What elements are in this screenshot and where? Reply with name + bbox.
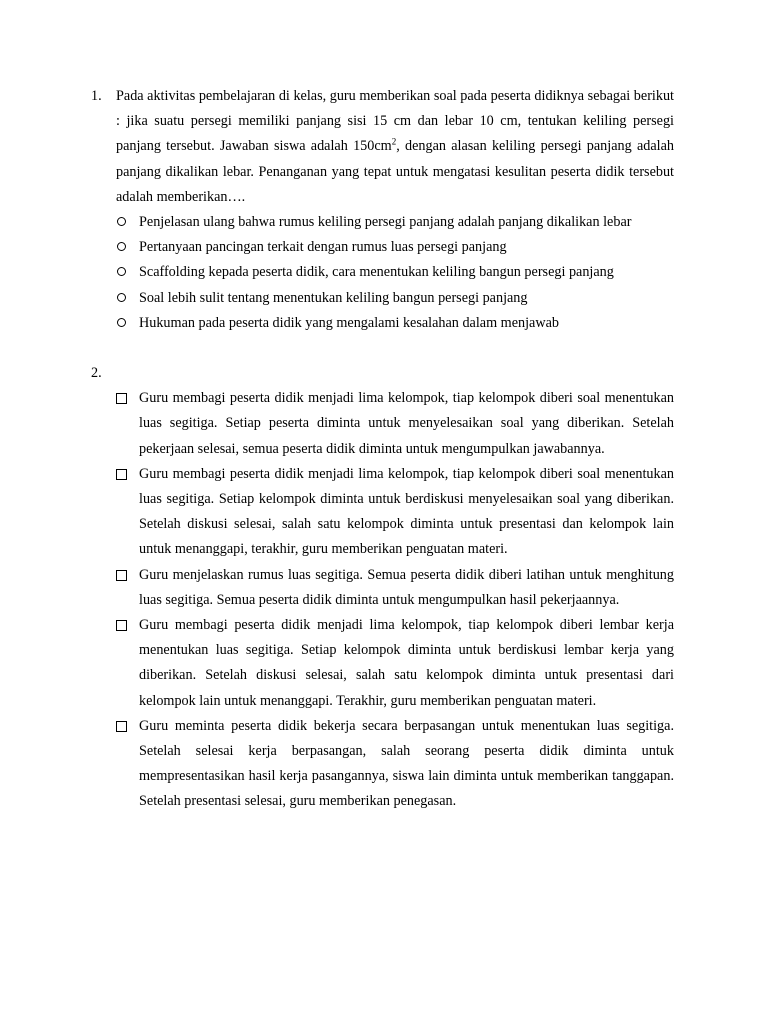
question-text (116, 84, 674, 210)
option-text: Soal lebih sulit tentang menentukan keliling bangun persegi panjang (139, 289, 528, 306)
option-text: Guru membagi peserta didik menjadi lima kelompok, tiap kelompok diberi soal menentukan luas segitiga. Setiap peserta diminta untuk menyelesaikan soal yang diberikan. Setelah pekerjaan selesai, semua peserta didik diminta untuk mengumpulkan jawabannya. (139, 390, 674, 457)
question-1 (91, 84, 674, 336)
checkbox-icon (116, 620, 127, 631)
option-item[interactable] (116, 563, 674, 613)
option-text: Guru membagi peserta didik menjadi lima kelompok, tiap kelompok diberi soal menentukan luas segitiga. Setiap kelompok diminta untuk berdiskusi menyelesaikan soal yang diberikan. Setelah diskusi selesai, salah satu kelompok diminta untuk presentasi dan kelompok lain untuk menanggapi, terakhir, guru memberikan penguatan materi. (139, 465, 674, 558)
option-item[interactable] (116, 311, 674, 336)
question-text-part: , dengan alasan keliling persegi panjang adalah panjang dikalikan lebar. Penanganan yang tepat untuk mengatasi kesulitan peserta didik tersebut adalah memberikan…. (116, 138, 674, 205)
question-text-part: Pada aktivitas pembelajaran di kelas, guru memberikan soal pada peserta didiknya sebagai berikut : jika suatu persegi memiliki panjang sisi 15 cm dan lebar 10 cm, tentukan keliling persegi panjang tersebut. Jawaban siswa adalah 150cm (116, 88, 674, 155)
option-text: Hukuman pada peserta didik yang mengalami kesalahan dalam menjawab (139, 314, 559, 331)
radio-circle-icon (117, 242, 126, 251)
checkbox-icon (116, 721, 127, 732)
radio-circle-icon (117, 217, 126, 226)
option-item[interactable] (116, 462, 674, 563)
option-text: Guru meminta peserta didik bekerja secara berpasangan untuk menentukan luas segitiga. Setelah selesai kerja berpasangan, salah seorang peserta didik diminta untuk mempresentasikan hasil kerja pasangannya, siswa lain diminta untuk memberikan tanggapan. Setelah presentasi selesai, guru memberikan penegasan. (139, 717, 674, 810)
option-item[interactable] (116, 286, 674, 311)
radio-circle-icon (117, 293, 126, 302)
option-item[interactable] (116, 613, 674, 714)
option-item[interactable] (116, 235, 674, 260)
option-text: Guru menjelaskan rumus luas segitiga. Semua peserta didik diberi latihan untuk menghitung luas segitiga. Semua peserta didik diminta untuk mengumpulkan hasil pekerjaannya. (139, 566, 674, 608)
option-item[interactable] (116, 386, 674, 462)
checkbox-icon (116, 570, 127, 581)
option-list (116, 386, 674, 814)
option-text: Pertanyaan pancingan terkait dengan rumus luas persegi panjang (139, 239, 507, 256)
option-item[interactable] (116, 210, 674, 235)
option-text: Scaffolding kepada peserta didik, cara menentukan keliling bangun persegi panjang (139, 264, 614, 281)
radio-circle-icon (117, 267, 126, 276)
option-item[interactable] (116, 714, 674, 815)
option-text: Penjelasan ulang bahwa rumus keliling persegi panjang adalah panjang dikalikan lebar (139, 214, 632, 231)
option-list (116, 210, 674, 336)
checkbox-icon (116, 393, 127, 404)
question-2 (91, 361, 674, 815)
option-item[interactable] (116, 260, 674, 285)
checkbox-icon (116, 469, 127, 480)
question-number: 2. (91, 365, 102, 381)
superscript: 2 (391, 136, 397, 147)
question-number: 1. (91, 88, 102, 104)
radio-circle-icon (117, 318, 126, 327)
option-text: Guru membagi peserta didik menjadi lima kelompok, tiap kelompok diberi lembar kerja menentukan luas segitiga. Setiap kelompok diminta untuk berdiskusi lembar kerja yang diberikan. Setelah diskusi selesai, salah satu kelompok diminta untuk presentasi dari kelompok lain untuk menanggapi. Terakhir, guru memberikan penguatan materi. (139, 617, 674, 709)
